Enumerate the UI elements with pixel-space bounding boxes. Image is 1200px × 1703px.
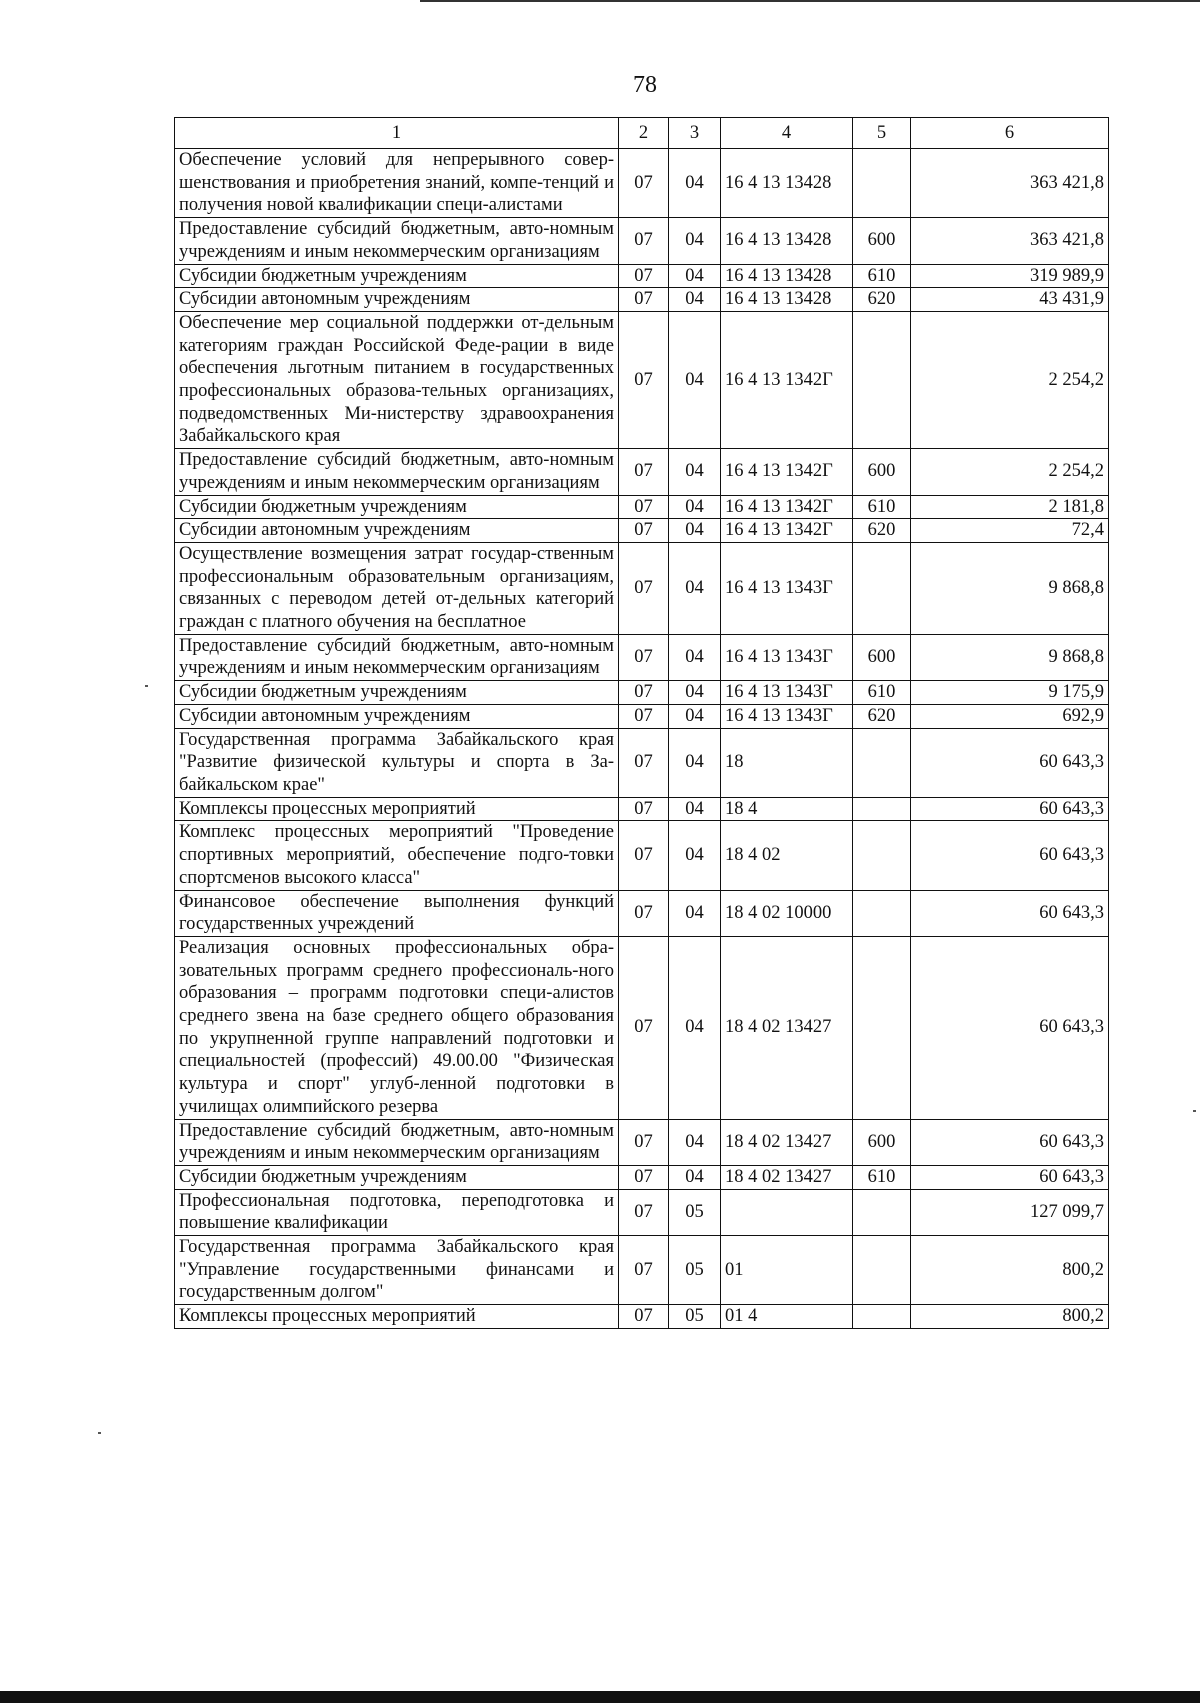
- row-name: Субсидии автономным учреждениям: [175, 288, 619, 312]
- row-subsection: 04: [669, 218, 721, 264]
- table-row: [175, 519, 1109, 543]
- header-col-2: 2: [619, 118, 669, 149]
- row-subsection: 05: [669, 1236, 721, 1305]
- row-amount: 800,2: [911, 1305, 1109, 1329]
- table-row: [175, 311, 1109, 448]
- row-amount: 363 421,8: [911, 218, 1109, 264]
- row-amount: 60 643,3: [911, 728, 1109, 797]
- header-row: [175, 118, 1109, 149]
- row-name: Предоставление субсидий бюджетным, авто-номным учреждениям и иным некоммерческим организациям: [175, 1119, 619, 1165]
- row-name: Комплексы процессных мероприятий: [175, 1305, 619, 1329]
- row-amount: 9 868,8: [911, 634, 1109, 680]
- row-subsection: 04: [669, 728, 721, 797]
- header-col-6: 6: [911, 118, 1109, 149]
- table-row: [175, 1119, 1109, 1165]
- row-code: 18: [721, 728, 853, 797]
- row-name: Субсидии бюджетным учреждениям: [175, 264, 619, 288]
- row-code: 18 4 02 13427: [721, 1165, 853, 1189]
- row-section: 07: [619, 495, 669, 519]
- row-expense-type: [853, 821, 911, 890]
- row-subsection: 04: [669, 519, 721, 543]
- table-row: [175, 728, 1109, 797]
- row-subsection: 04: [669, 821, 721, 890]
- row-amount: 43 431,9: [911, 288, 1109, 312]
- table-row: [175, 821, 1109, 890]
- row-section: 07: [619, 1189, 669, 1235]
- row-section: 07: [619, 1119, 669, 1165]
- table-row: [175, 1189, 1109, 1235]
- row-amount: 60 643,3: [911, 936, 1109, 1119]
- row-code: 16 4 13 13428: [721, 218, 853, 264]
- row-amount: 60 643,3: [911, 1119, 1109, 1165]
- row-expense-type: [853, 1189, 911, 1235]
- row-section: 07: [619, 149, 669, 218]
- table-row: [175, 681, 1109, 705]
- table-row: [175, 1305, 1109, 1329]
- row-code: 16 4 13 13428: [721, 288, 853, 312]
- row-section: 07: [619, 519, 669, 543]
- scan-speck: [98, 1432, 101, 1434]
- table-row: [175, 449, 1109, 495]
- row-subsection: 04: [669, 288, 721, 312]
- header-col-3: 3: [669, 118, 721, 149]
- row-expense-type: 600: [853, 218, 911, 264]
- row-code: 16 4 13 1342Г: [721, 495, 853, 519]
- row-name: Государственная программа Забайкальского края "Развитие физической культуры и спорта в За-байкальском крае": [175, 728, 619, 797]
- header-col-4: 4: [721, 118, 853, 149]
- row-amount: 60 643,3: [911, 821, 1109, 890]
- row-section: 07: [619, 218, 669, 264]
- row-subsection: 04: [669, 149, 721, 218]
- table-row: [175, 1236, 1109, 1305]
- row-code: 16 4 13 13428: [721, 149, 853, 218]
- row-section: 07: [619, 821, 669, 890]
- row-name: Предоставление субсидий бюджетным, авто-номным учреждениям и иным некоммерческим организациям: [175, 449, 619, 495]
- row-code: 16 4 13 1343Г: [721, 634, 853, 680]
- row-code: 16 4 13 1343Г: [721, 704, 853, 728]
- row-section: 07: [619, 728, 669, 797]
- row-expense-type: 610: [853, 681, 911, 705]
- row-expense-type: [853, 728, 911, 797]
- row-subsection: 04: [669, 797, 721, 821]
- row-code: 16 4 13 1342Г: [721, 449, 853, 495]
- row-expense-type: [853, 149, 911, 218]
- row-subsection: 04: [669, 1165, 721, 1189]
- row-code: 16 4 13 13428: [721, 264, 853, 288]
- row-subsection: 05: [669, 1305, 721, 1329]
- row-amount: 2 254,2: [911, 311, 1109, 448]
- row-code: 18 4 02 13427: [721, 936, 853, 1119]
- row-amount: 319 989,9: [911, 264, 1109, 288]
- row-expense-type: 620: [853, 519, 911, 543]
- row-expense-type: 600: [853, 1119, 911, 1165]
- row-section: 07: [619, 288, 669, 312]
- scan-speck: [145, 685, 148, 687]
- row-section: 07: [619, 542, 669, 634]
- table-row: [175, 264, 1109, 288]
- row-amount: 60 643,3: [911, 1165, 1109, 1189]
- row-code: 18 4 02 13427: [721, 1119, 853, 1165]
- row-subsection: 04: [669, 311, 721, 448]
- row-amount: 9 868,8: [911, 542, 1109, 634]
- budget-table: [174, 117, 1109, 1329]
- scan-border-top: [420, 0, 1200, 2]
- row-name: Реализация основных профессиональных обра-зовательных программ среднего профессиональ-ного образования – программ подготовки специ-алистов среднего звена на базе среднего общего образования по укрупненной группе направлений подготовки и специальностей (профессий) 49.00.00 "Физическая культура и спорт" углуб-ленной подготовки в училищах олимпийского резерва: [175, 936, 619, 1119]
- row-section: 07: [619, 449, 669, 495]
- table-row: [175, 634, 1109, 680]
- row-amount: 72,4: [911, 519, 1109, 543]
- row-expense-type: 600: [853, 634, 911, 680]
- table-row: [175, 704, 1109, 728]
- row-section: 07: [619, 704, 669, 728]
- table-row: [175, 495, 1109, 519]
- row-section: 07: [619, 1165, 669, 1189]
- header-col-5: 5: [853, 118, 911, 149]
- row-expense-type: [853, 890, 911, 936]
- row-code: 18 4 02: [721, 821, 853, 890]
- row-section: 07: [619, 890, 669, 936]
- row-expense-type: [853, 311, 911, 448]
- row-subsection: 04: [669, 704, 721, 728]
- row-name: Субсидии автономным учреждениям: [175, 519, 619, 543]
- row-expense-type: [853, 542, 911, 634]
- row-subsection: 04: [669, 542, 721, 634]
- row-subsection: 04: [669, 936, 721, 1119]
- row-amount: 2 254,2: [911, 449, 1109, 495]
- row-code: 18 4 02 10000: [721, 890, 853, 936]
- row-expense-type: [853, 797, 911, 821]
- row-code: [721, 1189, 853, 1235]
- row-expense-type: [853, 1305, 911, 1329]
- row-subsection: 05: [669, 1189, 721, 1235]
- row-name: Субсидии бюджетным учреждениям: [175, 1165, 619, 1189]
- scan-border-bottom: [0, 1691, 1200, 1703]
- table-row: [175, 218, 1109, 264]
- row-expense-type: 610: [853, 1165, 911, 1189]
- row-name: Субсидии автономным учреждениям: [175, 704, 619, 728]
- scan-speck: [1193, 1110, 1196, 1112]
- row-section: 07: [619, 311, 669, 448]
- row-section: 07: [619, 681, 669, 705]
- table-row: [175, 149, 1109, 218]
- row-name: Субсидии бюджетным учреждениям: [175, 681, 619, 705]
- table-body: [175, 149, 1109, 1329]
- row-expense-type: [853, 1236, 911, 1305]
- row-name: Осуществление возмещения затрат государ-ственным профессиональным образовательным организациям, связанных с переводом детей от-дельных категорий граждан с платного обучения на бесплатное: [175, 542, 619, 634]
- row-name: Обеспечение условий для непрерывного совер-шенствования и приобретения знаний, компе-тенций и получения новой квалификации специ-алистами: [175, 149, 619, 218]
- table-row: [175, 797, 1109, 821]
- row-name: Профессиональная подготовка, переподготовка и повышение квалификации: [175, 1189, 619, 1235]
- row-code: 16 4 13 1342Г: [721, 311, 853, 448]
- row-section: 07: [619, 1305, 669, 1329]
- row-section: 07: [619, 634, 669, 680]
- table-row: [175, 936, 1109, 1119]
- row-expense-type: 610: [853, 264, 911, 288]
- row-code: 18 4: [721, 797, 853, 821]
- row-subsection: 04: [669, 449, 721, 495]
- row-name: Комплексы процессных мероприятий: [175, 797, 619, 821]
- table-row: [175, 1165, 1109, 1189]
- row-subsection: 04: [669, 890, 721, 936]
- row-section: 07: [619, 797, 669, 821]
- row-section: 07: [619, 936, 669, 1119]
- row-amount: 800,2: [911, 1236, 1109, 1305]
- page-number: 78: [633, 72, 657, 98]
- row-name: Субсидии бюджетным учреждениям: [175, 495, 619, 519]
- row-amount: 127 099,7: [911, 1189, 1109, 1235]
- row-name: Предоставление субсидий бюджетным, авто-номным учреждениям и иным некоммерческим организациям: [175, 634, 619, 680]
- row-name: Финансовое обеспечение выполнения функций государственных учреждений: [175, 890, 619, 936]
- header-col-1: 1: [175, 118, 619, 149]
- row-section: 07: [619, 1236, 669, 1305]
- row-expense-type: 620: [853, 704, 911, 728]
- row-expense-type: [853, 936, 911, 1119]
- row-expense-type: 620: [853, 288, 911, 312]
- row-section: 07: [619, 264, 669, 288]
- row-name: Комплекс процессных мероприятий "Проведение спортивных мероприятий, обеспечение подго-товки спортсменов высокого класса": [175, 821, 619, 890]
- row-amount: 692,9: [911, 704, 1109, 728]
- row-amount: 9 175,9: [911, 681, 1109, 705]
- row-code: 01 4: [721, 1305, 853, 1329]
- table-row: [175, 890, 1109, 936]
- row-expense-type: 610: [853, 495, 911, 519]
- row-expense-type: 600: [853, 449, 911, 495]
- row-amount: 363 421,8: [911, 149, 1109, 218]
- row-subsection: 04: [669, 264, 721, 288]
- row-subsection: 04: [669, 681, 721, 705]
- row-name: Обеспечение мер социальной поддержки от-дельным категориям граждан Российской Феде-рации в виде обеспечения льготным питанием в государственных профессиональных образова-тельных организациях, подведомственных Ми-нистерству здравоохранения Забайкальского края: [175, 311, 619, 448]
- table-row: [175, 288, 1109, 312]
- table-row: [175, 542, 1109, 634]
- row-amount: 2 181,8: [911, 495, 1109, 519]
- row-code: 16 4 13 1342Г: [721, 519, 853, 543]
- row-subsection: 04: [669, 634, 721, 680]
- row-name: Предоставление субсидий бюджетным, авто-номным учреждениям и иным некоммерческим организациям: [175, 218, 619, 264]
- row-code: 01: [721, 1236, 853, 1305]
- row-name: Государственная программа Забайкальского края "Управление государственными финансами и государственным долгом": [175, 1236, 619, 1305]
- row-code: 16 4 13 1343Г: [721, 542, 853, 634]
- row-subsection: 04: [669, 495, 721, 519]
- row-amount: 60 643,3: [911, 797, 1109, 821]
- row-amount: 60 643,3: [911, 890, 1109, 936]
- row-subsection: 04: [669, 1119, 721, 1165]
- row-code: 16 4 13 1343Г: [721, 681, 853, 705]
